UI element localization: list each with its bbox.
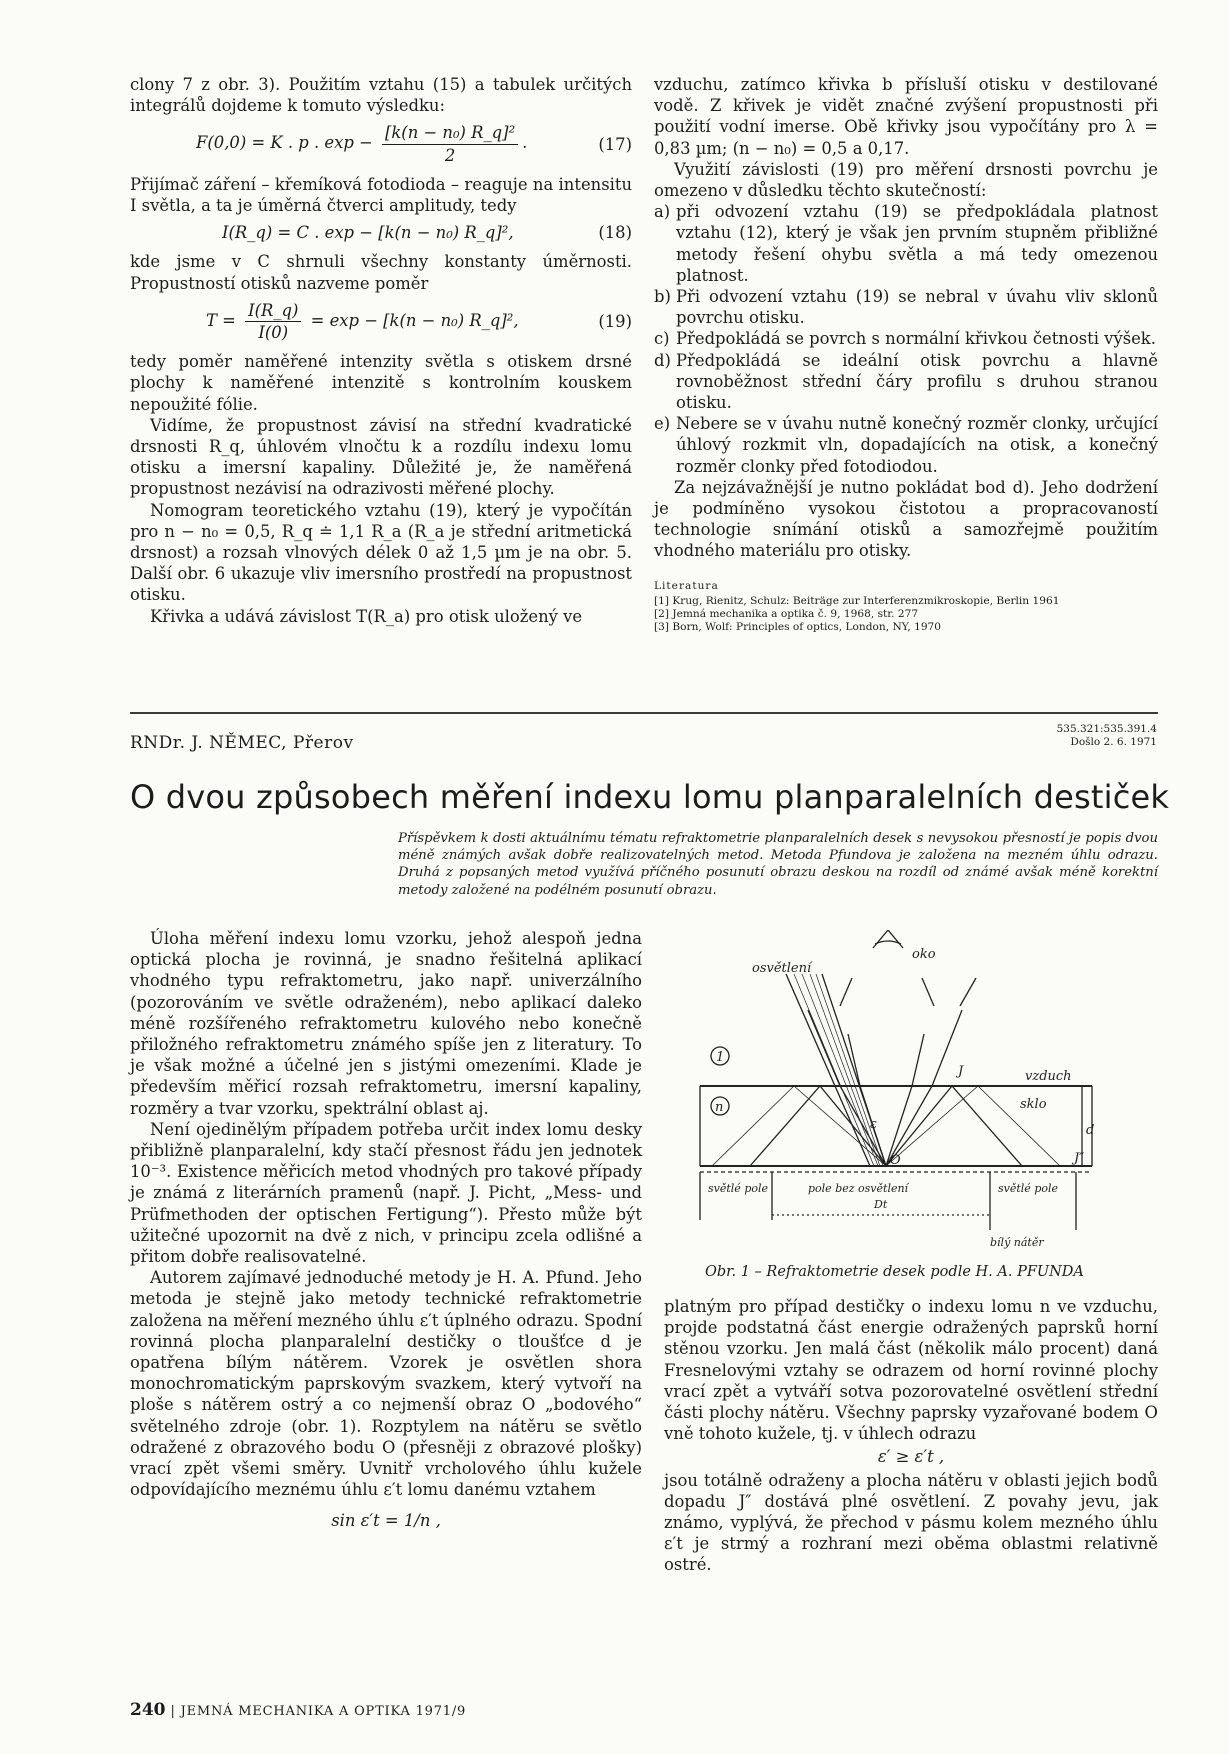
label-Dt: Dt (874, 1198, 888, 1211)
paragraph: Vidíme, že propustnost závisí na střední kvadratické drsnosti R_q, úhlovém vlnočtu k a rozdílu indexu lomu otisku a imersní kapaliny. Důležité je, že naměřená propustnost nezávisí na odrazivosti měřené plochy. (130, 415, 632, 499)
bottom-left-column (130, 928, 642, 1532)
reference-item: [1] Krug, Rienitz, Schulz: Beiträge zur Interferenzmikroskopie, Berlin 1961 (654, 594, 1060, 607)
paragraph: platným pro případ destičky o indexu lomu n ve vzduchu, projde podstatná část energie odražených paprsků horní stěnou vzorku. Jen malá část (několik málo procent) daná Fresnelovými vztahy se odrazem od horní rovinné plochy vrací zpět a vytváří sotva pozorovatelné osvětlení střední části plochy nátěru. Všechny paprsky vyzařované bodem O vně tohoto kužele, tj. v úhlech odrazu (664, 1297, 1158, 1444)
label-medium-1: 1 (716, 1050, 725, 1065)
label-O: O (890, 1153, 901, 1168)
paragraph: Křivka a udává závislost T(R_a) pro otisk uložený ve (150, 606, 583, 626)
limitations-list (654, 201, 1158, 477)
paragraph: tedy poměr naměřené intenzity světla s otiskem drsné plochy k naměřené intenzitě s kontrolním kouskem nepoužité fólie. (130, 352, 632, 414)
paragraph: Úloha měření indexu lomu vzorku, jehož alespoň jedna optická plocha je rovinná, je snadno řešitelná aplikací vhodného typu refraktometru, jako např. univerzálního (pozorováním ve světle odraženém), nebo aplikací daleko méně rozšířeného refraktometru kulového nebo konečně přiložného refraktometru známého spíše jen z literatury. To je však možné a účelné jen s jistými omezeními. Klade je především měřicí rozsah refraktometru, imersní kapaliny, rozměry a tvar vzorku, spektrální oblast aj. (130, 929, 642, 1118)
article-meta (1057, 723, 1157, 749)
figure-caption: Obr. 1 – Refraktometrie desek podle H. A. PFUNDA (705, 1264, 1084, 1280)
label-air: vzduch (1025, 1069, 1072, 1084)
label-epsilon: ε (870, 1117, 877, 1132)
article-abstract: Příspěvkem k dosti aktuálnímu tématu refraktometrie planparalelních desek s nevysokou přesností je popis dvou méně známých avšak dobře realizovatelných metod. Metoda Pfundova je založena na mezném úhlu odrazu. Druhá z popsaných metod využívá příčného posunutí obrazu deskou na rozdíl od známé avšak méně korektní metody založené na podélném posunutí obrazu. (398, 831, 1158, 898)
equation: sin ε′t = 1/n , (331, 1511, 441, 1531)
label-eye: oko (912, 947, 936, 962)
page-number: 240 (130, 1700, 166, 1720)
label-thickness: d (1086, 1123, 1095, 1138)
equation-18: I(R_q) = C . exp − [k(n − n₀) R_q]², (18) (222, 223, 632, 243)
label-bright-left: světlé pole (708, 1182, 769, 1195)
equation-17: F(0,0) = K . p . exp − $\frac{\text{[k(n − n₀) R\_q]²}}{2}$ . (17) (196, 123, 632, 165)
label-dark-field: pole bez osvětlení (808, 1182, 909, 1195)
label-J-double: J″ (1074, 1151, 1085, 1166)
article-author: RNDr. J. NĚMEC, Přerov (130, 733, 354, 753)
paragraph: Nomogram teoretického vztahu (19), který je vypočítán pro n − n₀ = 0,5, R_q ≐ 1,1 R_a (R_a je střední aritmetická drsnost) a rozsah vlnových délek 0 až 1,5 µm je na obr. 5. Další obr. 6 ukazuje vliv imersního prostředí na propustnost otisku. (130, 500, 632, 605)
page-footer: 240 | JEMNÁ MECHANIKA A OPTIKA 1971/9 (130, 1700, 467, 1720)
paragraph: Přijímač záření – křemíková fotodioda – reaguje na intensitu I světla, a ta je úměrná čtverci amplitudy, tedy (130, 174, 632, 216)
equation-number: (19) (598, 311, 632, 331)
paragraph: Za nejzávažnější je nutno pokládat bod d). Jeho dodržení je podmíněno vysokou čistotou a propracovaností technologie snímání otisků a samozřejmě použitím vhodného materiálu pro otisky. (654, 477, 1158, 561)
list-item: e) Nebere se v úvahu nutně konečný rozměr clonky, určující úhlový rozkmit vln, dopadajících na otisk, a konečný rozměr clonky před fotodiodou. (654, 414, 1158, 476)
label-bright-right: světlé pole (998, 1182, 1059, 1195)
equation-number: (18) (598, 223, 632, 243)
references (654, 580, 1158, 634)
article-title: O dvou způsobech měření indexu lomu planparalelních destiček (130, 778, 1170, 816)
equation: ε′ ≥ ε′t , (877, 1447, 945, 1467)
paragraph: Není ojedinělým případem potřeba určit index lomu desky přibližně planparalelní, kdy stačí přesnost řádu jen jednotek 10⁻³. Existence měřicích metod vhodných pro takové případy je známá z literárních pramenů (např. J. Picht, „Mess- und Prüfmethoden der optischen Fertigung“). Přesto může být užitečné upozornit na dvě z nich, v principu zcela odlišné a přitom dobře realisovatelné. (130, 1119, 642, 1267)
list-item: a) při odvození vztahu (19) se předpokládala platnost vztahu (12), který je však jen prvním stupněm přibližné metody řešení ohybu světla a má tedy omezenou platnost. (654, 202, 1158, 285)
paragraph: kde jsme v C shrnuli všechny konstanty úměrnosti. Propustností otisků nazveme poměr (130, 252, 632, 293)
list-item: b) Při odvození vztahu (19) se nebral v úvahu vliv sklonů povrchu otisku. (654, 287, 1158, 328)
bottom-right-column (664, 1296, 1158, 1576)
paragraph: Autorem zajímavé jednoduché metody je H. A. Pfund. Jeho metoda je stejně jako metody technické refraktometrie založena na měření mezného úhlu ε′t úplného odrazu. Spodní rovinná plocha planparalelní destičky o tloušťce d je opatřena bílým nátěrem. Vzorek je osvětlen shora monochromatickým paprskovým svazkem, který vytvoří na ploše s nátěrem ostrý a co nejmenší obraz O „bodového“ světelného zdroje (obr. 1). Rozptylem na nátěru se světlo odražené z obrazového bodu O (přesněji z obrazové plošky) vrací zpět všemi směry. Uvnitř vrcholového úhlu kužele odpovídajícího meznému úhlu ε′t lomu danému vztahem (130, 1268, 642, 1500)
references-heading: Literatura (654, 579, 719, 592)
equation-19: T = $\frac{I(R\_q)}{I(0)}$ = exp − [k(n − n₀) R_q]², (19) (206, 300, 632, 343)
section-divider (130, 712, 1158, 714)
label-illumination: osvětlení (752, 961, 812, 976)
list-item: c) Předpokládá se povrch s normální křivkou četnosti výšek. (654, 329, 1156, 349)
label-glass: sklo (1020, 1097, 1047, 1112)
paragraph: jsou totálně odraženy a plocha nátěru v oblasti jejich bodů dopadu J″ dostává plné osvětlení. Z povahy jevu, jak známo, vyplývá, že přechod v pásmu kolem mezného úhlu ε′t je strmý a rozhraní mezi oběma oblastmi relativně ostré. (664, 1470, 1158, 1575)
refractometry-figure (690, 930, 1108, 1260)
paragraph: vzduchu, zatímco křivka b přísluší otisku v destilované vodě. Z křivek je vidět značné zvýšení propustnosti při použití vodní imerse. Obě křivky jsou vypočítány pro λ = 0,83 µm; (n − n₀) = 0,5 a 0,17. (654, 75, 1158, 158)
received-date: Došlo 2. 6. 1971 (1070, 736, 1157, 748)
journal-name: JEMNÁ MECHANIKA A OPTIKA 1971/9 (180, 1704, 467, 1719)
top-right-column (654, 74, 1158, 634)
label-J: J (958, 1064, 964, 1079)
reference-item: [3] Born, Wolf: Principles of optics, London, NY, 1970 (654, 620, 942, 633)
paragraph: Využití závislosti (19) pro měření drsnosti povrchu je omezeno v důsledku těchto skutečností: (654, 159, 1158, 201)
equation-number: (17) (598, 134, 632, 154)
reference-item: [2] Jemná mechanika a optika č. 9, 1968, str. 277 (654, 607, 919, 620)
list-item: d) Předpokládá se ideální otisk povrchu a hlavně rovnoběžnost střední čáry profilu s druhou stranou otisku. (654, 350, 1158, 413)
eye-icon (873, 930, 903, 948)
label-medium-n: n (715, 1100, 724, 1115)
top-left-column (130, 74, 632, 627)
label-white-coat: bílý nátěr (990, 1236, 1044, 1249)
paragraph: clony 7 z obr. 3). Použitím vztahu (15) a tabulek určitých integrálů dojdeme k tomuto výsledku: (130, 75, 632, 116)
udc-code: 535.321:535.391.4 (1056, 723, 1157, 735)
